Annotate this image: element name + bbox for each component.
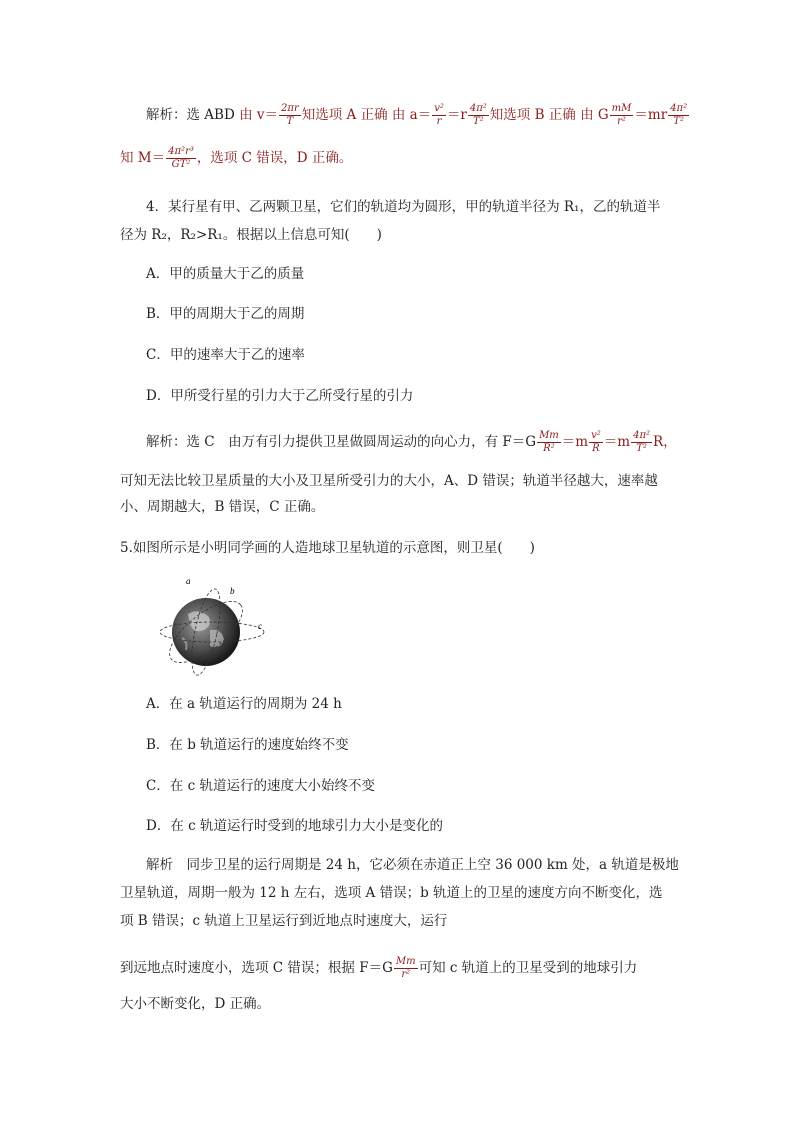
- earth-icon: [172, 598, 240, 666]
- q4-option-c: C．甲的速率大于乙的速率: [146, 347, 305, 363]
- text-run: ，选项 C 错误，D 正确。: [196, 150, 353, 166]
- q5-option-c: C．在 c 轨道运行的速度大小始终不变: [146, 778, 375, 794]
- solution-label: 解析：选 ABD: [146, 107, 235, 123]
- fraction: $\frac{\text{4π²r³}}{\text{GT²}}$: [168, 146, 194, 170]
- q5-stem: 5.如图所示是小明同学画的人造地球卫星轨道的示意图，则卫星( ): [120, 540, 535, 556]
- text-run: R，: [653, 434, 677, 450]
- fraction: $\frac{\text{v²}}{R}$: [591, 430, 601, 454]
- q4-solution-line3: 小、周期越大，B 错误，C 正确。: [120, 499, 325, 515]
- text-run: 知选项 A 正确 由 a＝: [301, 107, 432, 123]
- q5-option-a: A．在 a 轨道运行的周期为 24 h: [146, 696, 342, 712]
- q4-option-d: D．甲所受行星的引力大于乙所受行星的引力: [146, 388, 414, 404]
- solution3-line1: [146, 103, 690, 128]
- q4-option-b: B．甲的周期大于乙的周期: [146, 306, 305, 322]
- orbit-label-a: a: [186, 576, 191, 586]
- q4-solution-line1: [146, 430, 677, 455]
- fraction: $\frac{2\pi r}{T}$: [281, 103, 299, 127]
- fraction: $\frac{\text{v²}}{r}$: [434, 103, 444, 127]
- q5-solution-line3: 项 B 错误；c 轨道上卫星运行到近地点时速度大，运行: [120, 913, 448, 929]
- q4-stem-line2: 径为 R₂，R₂>R₁。根据以上信息可知( ): [120, 227, 382, 243]
- q4-solution-line2: 可知无法比较卫星质量的大小及卫星所受引力的大小，A、D 错误；轨道半径越大，速率越: [120, 473, 658, 489]
- q4-stem-line1: 4．某行星有甲、乙两颗卫星，它们的轨道均为圆形，甲的轨道半径为 R₁，乙的轨道半: [146, 199, 661, 215]
- fraction: $\frac{\text{4π²}}{\text{T²}}$: [670, 103, 688, 127]
- text-run: ＝m: [561, 434, 589, 450]
- q5-solution-line4: [120, 956, 637, 981]
- q5-solution-line5: 大小不断变化，D 正确。: [120, 996, 271, 1012]
- q5-option-b: B．在 b 轨道运行的速度始终不变: [146, 737, 349, 753]
- orbit-label-c: c: [258, 621, 262, 631]
- text-run: 知选项 B 正确 由 G: [489, 107, 609, 123]
- fraction: $\frac{mM}{\text{r²}}$: [611, 103, 632, 127]
- text-run: 知 M＝: [120, 150, 166, 166]
- text-run: 解析：选 C 由万有引力提供卫星做圆周运动的向心力，有 F＝G: [146, 434, 537, 450]
- text-run: 可知 c 轨道上的卫星受到的地球引力: [418, 960, 638, 976]
- fraction: $\frac{\text{4π²}}{\text{T²}}$: [633, 430, 651, 454]
- fraction: $\frac{Mm}{\text{R²}}$: [539, 430, 559, 454]
- orbit-label-b: b: [230, 586, 235, 596]
- text-run: ＝mr: [634, 107, 668, 123]
- text-run: 到远地点时速度小，选项 C 错误；根据 F＝G: [120, 960, 393, 976]
- fraction: $\frac{Mm}{\text{r²}}$: [395, 956, 416, 980]
- text-run: ＝m: [603, 434, 631, 450]
- text-run: 由 v＝: [239, 107, 279, 123]
- text-run: ＝r: [446, 107, 467, 123]
- solution3-line2: [120, 146, 352, 171]
- earth-orbit-figure: [150, 572, 270, 692]
- q5-solution-line2: 卫星轨道，周期一般为 12 h 左右，选项 A 错误；b 轨道上的卫星的速度方向不断变化，选: [120, 885, 663, 901]
- q4-option-a: A．甲的质量大于乙的质量: [146, 266, 305, 282]
- fraction: $\frac{\text{4π²}}{\text{T²}}$: [469, 103, 487, 127]
- q5-solution-line1: 解析 同步卫星的运行周期是 24 h，它必须在赤道正上空 36 000 km 处，a 轨道是极地: [146, 857, 679, 873]
- q5-option-d: D．在 c 轨道运行时受到的地球引力大小是变化的: [146, 818, 443, 834]
